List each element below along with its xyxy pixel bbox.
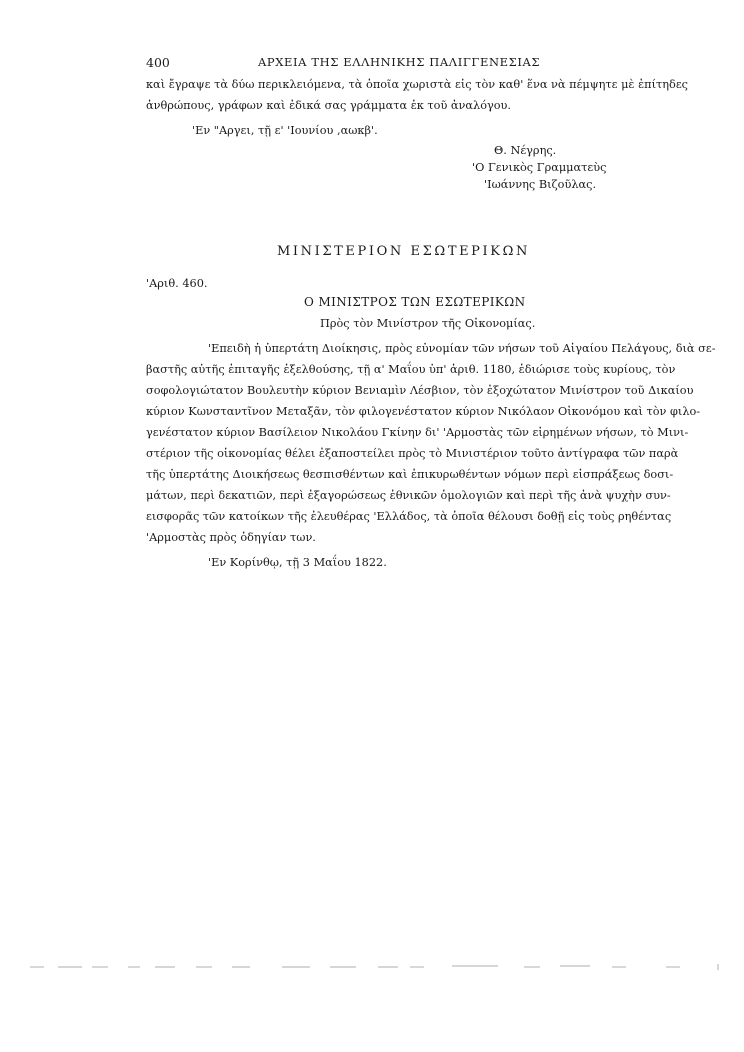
document-dateline: 'Εν Κορίνθῳ, τῇ 3 Μαΐου 1822. bbox=[208, 556, 387, 569]
body-line: γενέστατον κύριον Βασίλειον Νικολάου Γκίνην δι' 'Αρμοστὰς τῶν εἰρημένων νήσων, τὸ Μινι- bbox=[146, 426, 689, 439]
body-line: κύριον Κωνσταντῖνον Μεταξᾶν, τὸν φιλογενέστατον κύριον Νικόλαον Οἰκονόμου καὶ τὸν φιλο- bbox=[146, 405, 701, 418]
signatory: Θ. Νέγρης. bbox=[494, 144, 557, 157]
recipient-line: Πρὸς τὸν Μινίστρον τῆς Οἰκονομίας. bbox=[320, 317, 536, 330]
body-line: τῆς ὑπερτάτης Διοικήσεως θεσπισθέντων καὶ ἐπικυρωθέντων νόμων περὶ εἰσπράξεως δοσι- bbox=[146, 468, 674, 481]
scan-artifact-marks bbox=[0, 959, 744, 979]
body-line: 'Επειδὴ ἡ ὑπερτάτη Διοίκησις, πρὸς εὐνομίαν τῶν νήσων τοῦ Αἰγαίου Πελάγους, διὰ σε- bbox=[208, 342, 716, 355]
section-title: ΜΙΝΙΣΤΕΡΙΟΝ ΕΣΩΤΕΡΙΚΩΝ bbox=[277, 244, 530, 259]
body-line: μάτων, περὶ δεκατιῶν, περὶ ἐξαγορώσεως ἐθνικῶν ὁμολογιῶν καὶ περὶ τῆς ἀνὰ ψυχὴν συν- bbox=[146, 489, 671, 502]
body-line: βαστῆς αὐτῆς ἐπιταγῆς ἐξελθούσης, τῇ α' Μαΐου ὑπ' ἀριθ. 1180, ἐδιώρισε τοὺς κυρίους, τὸν bbox=[146, 363, 676, 376]
previous-letter-line: ἀνθρώπους, γράφων καὶ ἐδικά σας γράμματα ἐκ τοῦ ἀναλόγου. bbox=[146, 99, 512, 112]
previous-letter-line: καὶ ἔγραψε τὰ δύω περικλειόμενα, τὰ ὁποῖα χωριστὰ εἰς τὸν καθ' ἕνα νὰ πέμψητε μὲ ἐπίτηδες bbox=[146, 78, 688, 91]
body-line: στέριον τῆς οἰκονομίας θέλει ἐξαποστείλει πρὸς τὸ Μινιστέριον τοῦτο ἀντίγραφα τῶν παρὰ bbox=[146, 447, 679, 460]
running-title: ΑΡΧΕΙΑ ΤΗΣ ΕΛΛΗΝΙΚΗΣ ΠΑΛΙΓΓΕΝΕΣΙΑΣ bbox=[258, 55, 541, 69]
sender-title: Ο ΜΙΝΙΣΤΡΟΣ ΤΩΝ ΕΣΩΤΕΡΙΚΩΝ bbox=[304, 295, 526, 309]
previous-letter-dateline: 'Εν "Αργει, τῇ ε' 'Ιουνίου ,αωκβ'. bbox=[192, 124, 378, 137]
body-line: σοφολογιώτατον Βουλευτὴν κύριον Βενιαμὶν Λέσβιον, τὸν ἐξοχώτατον Μινίστρον τοῦ Δικαίου bbox=[146, 384, 694, 397]
body-line: 'Αρμοστὰς πρὸς ὁδηγίαν των. bbox=[146, 531, 316, 544]
body-line: εισφορᾶς τῶν κατοίκων τῆς ἐλευθέρας 'Ελλάδος, τὰ ὁποῖα θέλουσι δοθῇ εἰς τοὺς ρηθέντας bbox=[146, 510, 672, 523]
document-number: 'Αριθ. 460. bbox=[146, 277, 208, 290]
secretary-name: 'Ιωάννης Βιζοῦλας. bbox=[484, 178, 597, 191]
page-number: 400 bbox=[146, 55, 170, 70]
secretary-title: 'Ο Γενικὸς Γραμματεὺς bbox=[472, 161, 607, 174]
